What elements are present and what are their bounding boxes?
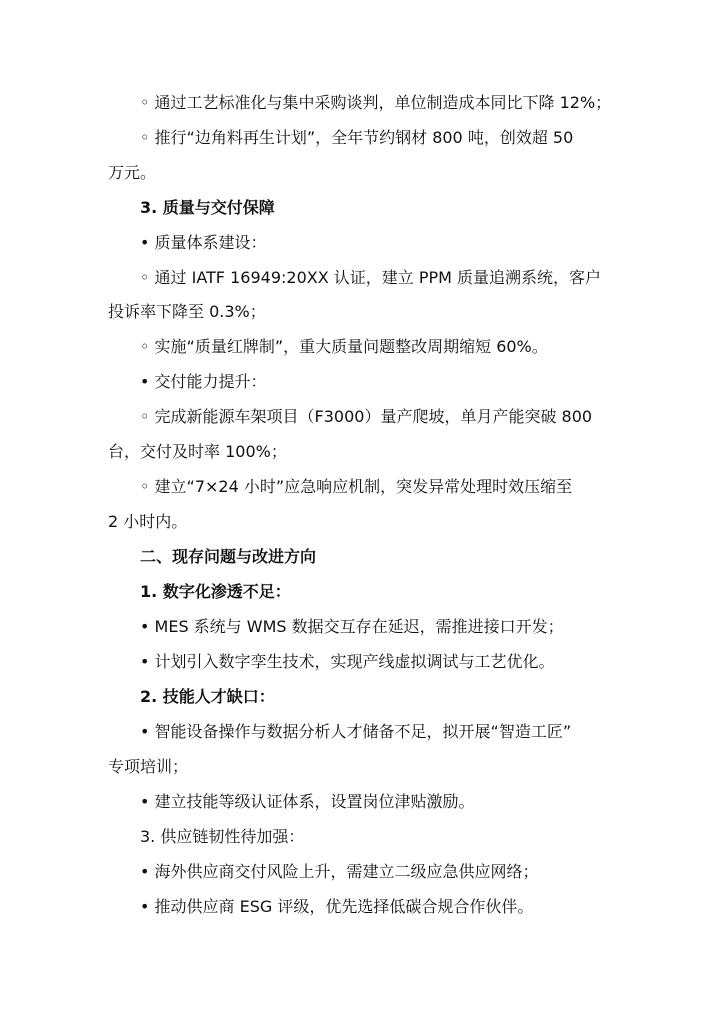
list-item: • 智能设备操作与数据分析人才储备不足，拟开展“智造工匠” — [140, 722, 572, 741]
list-item: • 质量体系建设： — [140, 233, 267, 252]
paragraph-line: ◦ 实施“质量红牌制”，重大质量问题整改周期缩短 60%。 — [140, 337, 548, 356]
paragraph-line: 2 小时内。 — [108, 512, 188, 531]
list-item: • 计划引入数字孪生技术，实现产线虚拟调试与工艺优化。 — [140, 652, 555, 671]
list-item: • 推动供应商 ESG 评级，优先选择低碳合规合作伙伴。 — [140, 897, 534, 916]
section-heading: 3. 质量与交付保障 — [140, 198, 275, 217]
section-heading: 1. 数字化渗透不足： — [140, 582, 291, 601]
paragraph-line: ◦ 建立“7×24 小时”应急响应机制，突发异常处理时效压缩至 — [140, 477, 573, 496]
list-item: • MES 系统与 WMS 数据交互存在延迟，需推进接口开发； — [140, 617, 564, 636]
paragraph-line: 台，交付及时率 100%； — [108, 442, 287, 461]
section-heading: 3. 供应链韧性待加强： — [140, 827, 305, 846]
list-item: • 交付能力提升： — [140, 372, 267, 391]
paragraph-line: 投诉率下降至 0.3%； — [108, 302, 266, 321]
chapter-heading: 二、现存问题与改进方向 — [140, 547, 317, 566]
list-item: • 海外供应商交付风险上升，需建立二级应急供应网络； — [140, 862, 539, 881]
paragraph-line: ◦ 通过工艺标准化与集中采购谈判，单位制造成本同比下降 12%； — [140, 93, 612, 112]
paragraph-line: 专项培训； — [108, 757, 189, 776]
section-heading: 2. 技能人才缺口： — [140, 687, 275, 706]
paragraph-line: ◦ 通过 IATF 16949:20XX 认证，建立 PPM 质量追溯系统，客户 — [140, 268, 602, 287]
list-item: • 建立技能等级认证体系，设置岗位津贴激励。 — [140, 792, 475, 811]
paragraph-line: 万元。 — [108, 163, 157, 182]
paragraph-line: ◦ 完成新能源车架项目（F3000）量产爬坡，单月产能突破 800 — [140, 407, 593, 426]
paragraph-line: ◦ 推行“边角料再生计划”，全年节约钢材 800 吨，创效超 50 — [140, 128, 574, 147]
